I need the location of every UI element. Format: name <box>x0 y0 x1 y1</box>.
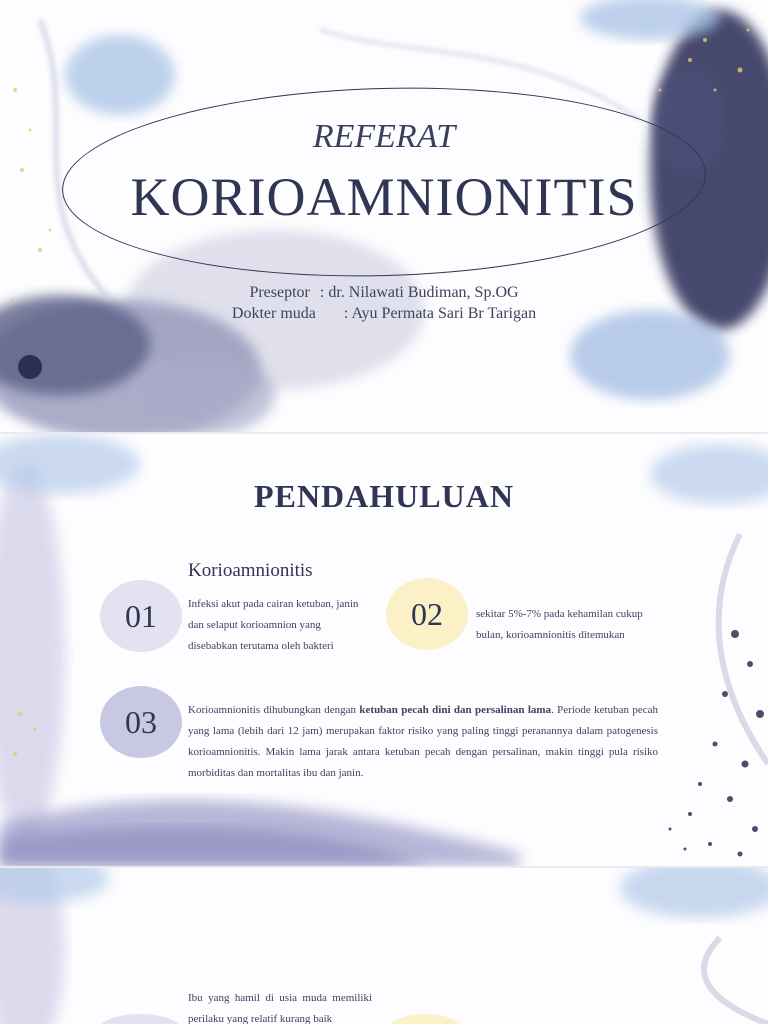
point-03-text-post: . Periode ketuban pecah yang lama (lebih dari 12 jam) merupakan faktor risiko yang paling tinggi peranannya dalam patogenesis korioamnionitis. Makin lama jarak antara ketuban pecah dengan persalinan, makin tinggi pula risiko morbiditas dan mortalitas ibu dan janin. <box>188 704 658 779</box>
watercolor-decoration <box>0 868 768 1024</box>
slide3-text: Ibu yang hamil di usia muda memiliki perilaku yang relatif kurang baik <box>188 992 372 1024</box>
subtitle: REFERAT <box>312 118 456 155</box>
number-badge-01: 01 <box>100 580 182 652</box>
page-title: KORIOAMNIONITIS <box>130 167 638 227</box>
preseptor-value: : dr. Nilawati Budiman, Sp.OG <box>319 284 519 301</box>
title-slide <box>0 0 768 432</box>
partial-slide <box>0 868 768 1024</box>
dokter-value: : Ayu Permata Sari Br Tarigan <box>343 305 537 322</box>
number-badge-03: 03 <box>100 686 182 758</box>
number-badge-02: 02 <box>386 578 468 650</box>
point-03-text-bold: ketuban pecah dini dan persalinan lama <box>359 704 552 716</box>
dokter-label: Dokter muda <box>231 305 316 322</box>
point-02-text: sekitar 5%-7% pada kehamilan cukup bulan, korioamnionitis ditemukan <box>476 608 643 641</box>
point-03-text <box>188 700 658 784</box>
point-03-text-pre: Korioamnionitis dihubungkan dengan <box>188 704 360 716</box>
preseptor-line <box>0 284 768 302</box>
pendahuluan-slide <box>0 434 768 866</box>
preseptor-label: Preseptor <box>249 284 310 301</box>
dokter-line <box>0 305 768 323</box>
section-title: PENDAHULUAN <box>254 478 514 514</box>
point-01-text: Infeksi akut pada cairan ketuban, janin dan selaput korioamnion yang disebabkan terutama oleh bakteri <box>188 598 359 652</box>
section-heading: Korioamnionitis <box>188 560 313 581</box>
